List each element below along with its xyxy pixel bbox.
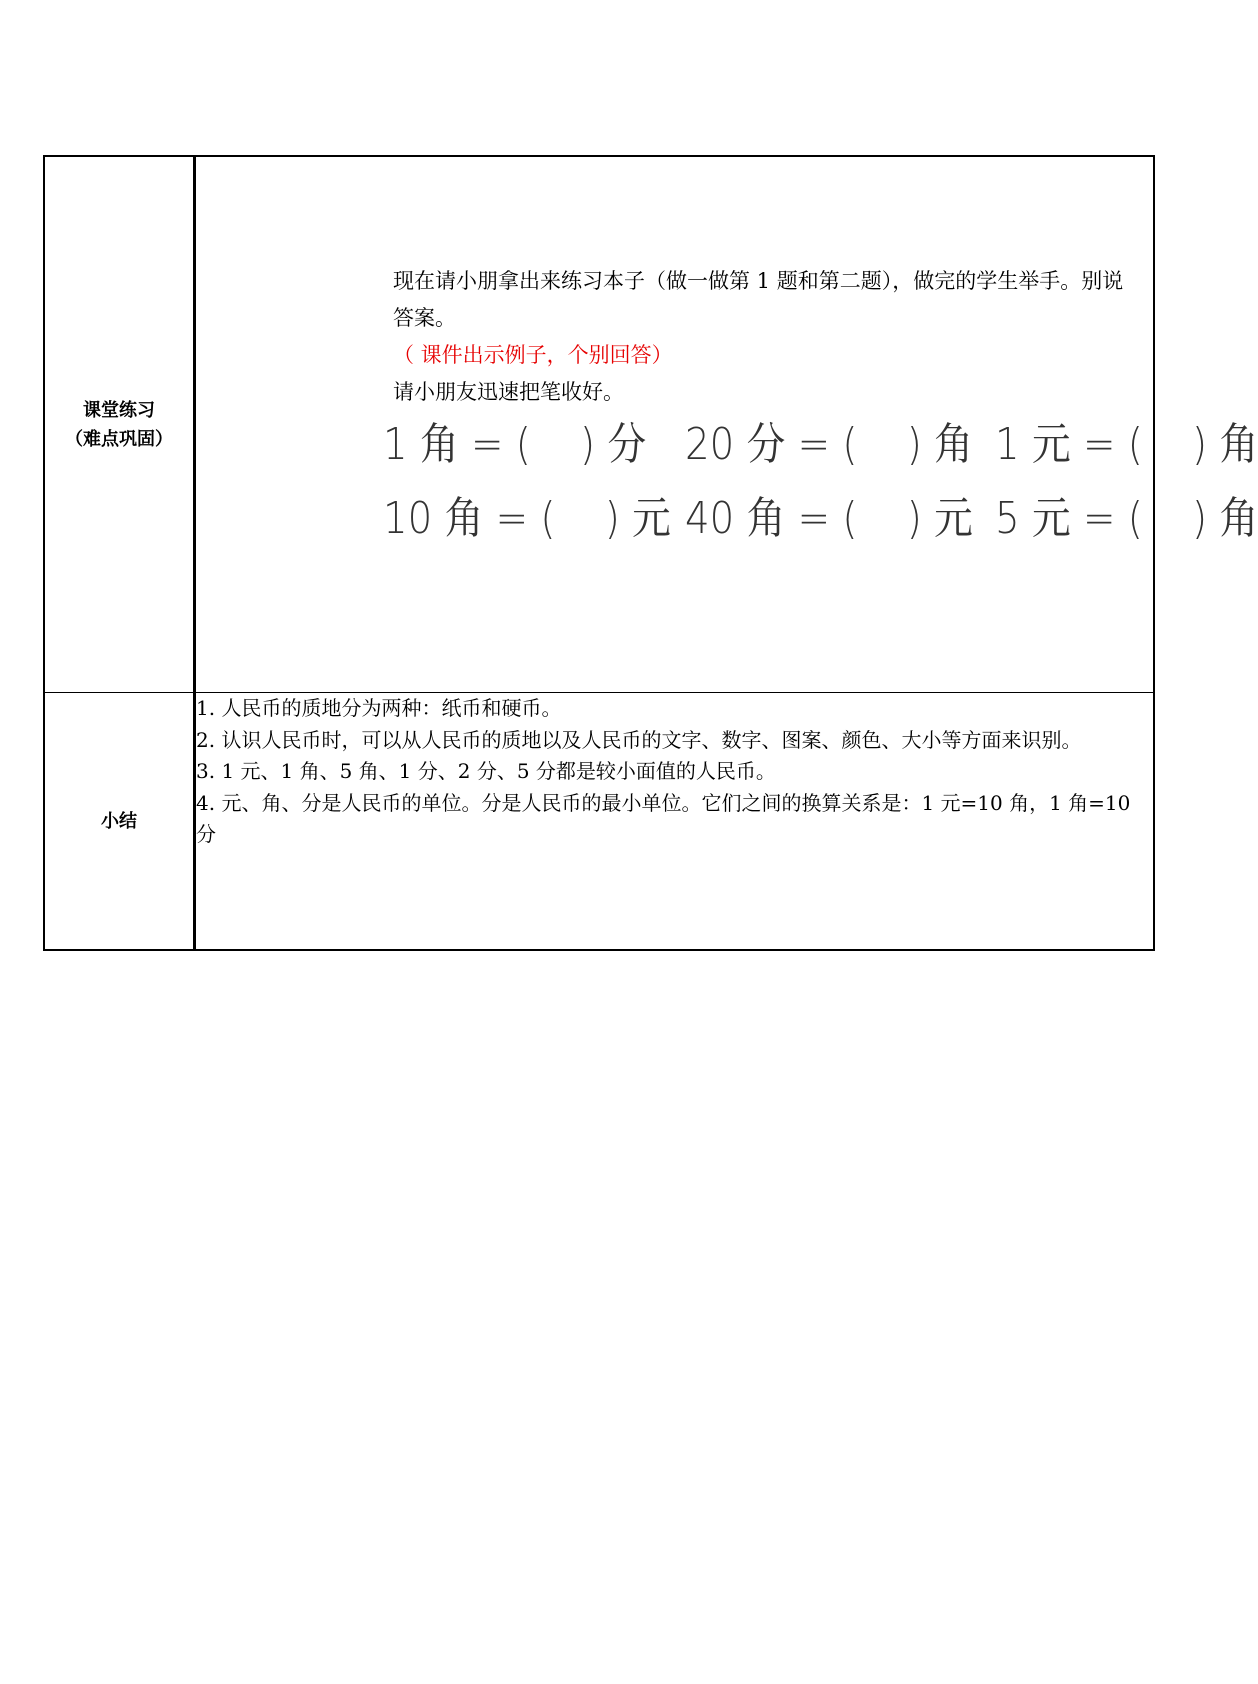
exercise-item: 40 角 = ( ) 元 bbox=[685, 493, 973, 544]
practice-sublabel: （难点巩固） bbox=[65, 428, 173, 450]
exercise-item: 10 角 = ( ) 元 bbox=[383, 493, 671, 544]
exercise-item: 20 分 = ( ) 角 bbox=[685, 419, 973, 470]
practice-content-cell bbox=[195, 156, 1258, 693]
summary-label-cell bbox=[44, 693, 195, 951]
practice-closing-instruction: 请小朋友迅速把笔收好。 bbox=[393, 380, 624, 404]
summary-item: 1. 人民币的质地分为两种：纸币和硬币。 bbox=[196, 696, 562, 720]
exercise-item: 1 角 = ( ) 分 bbox=[383, 419, 647, 470]
exercise-item: 5 元 = ( ) 角 bbox=[995, 493, 1258, 544]
practice-instruction: 现在请小朋拿出来练习本子（做一做第 1 题和第二题），做完的学生举手。别说答案。 bbox=[393, 269, 1124, 330]
summary-content-cell bbox=[195, 693, 1155, 951]
summary-row bbox=[44, 693, 1154, 951]
practice-label: 课堂练习 bbox=[83, 399, 155, 421]
summary-label: 小结 bbox=[101, 810, 137, 832]
practice-row bbox=[44, 156, 1154, 693]
practice-courseware-note: （ 课件出示例子，个别回答） bbox=[393, 343, 673, 367]
summary-item: 2. 认识人民币时，可以从人民币的质地以及人民币的文字、数字、图案、颜色、大小等方面来识别。 bbox=[196, 727, 1082, 752]
exercise-grid bbox=[383, 419, 1258, 545]
practice-label-cell bbox=[44, 156, 195, 693]
summary-item: 3. 1 元、1 角、5 角、1 分、2 分、5 分都是较小面值的人民币。 bbox=[196, 759, 776, 783]
summary-item: 4. 元、角、分是人民币的单位。分是人民币的最小单位。它们之间的换算关系是：1 元=10 角，1 角=10 分 bbox=[196, 790, 1131, 846]
exercise-item: 1 元 = ( ) 角 bbox=[995, 419, 1258, 470]
lesson-plan-table bbox=[43, 155, 1258, 951]
practice-content bbox=[196, 157, 1258, 545]
